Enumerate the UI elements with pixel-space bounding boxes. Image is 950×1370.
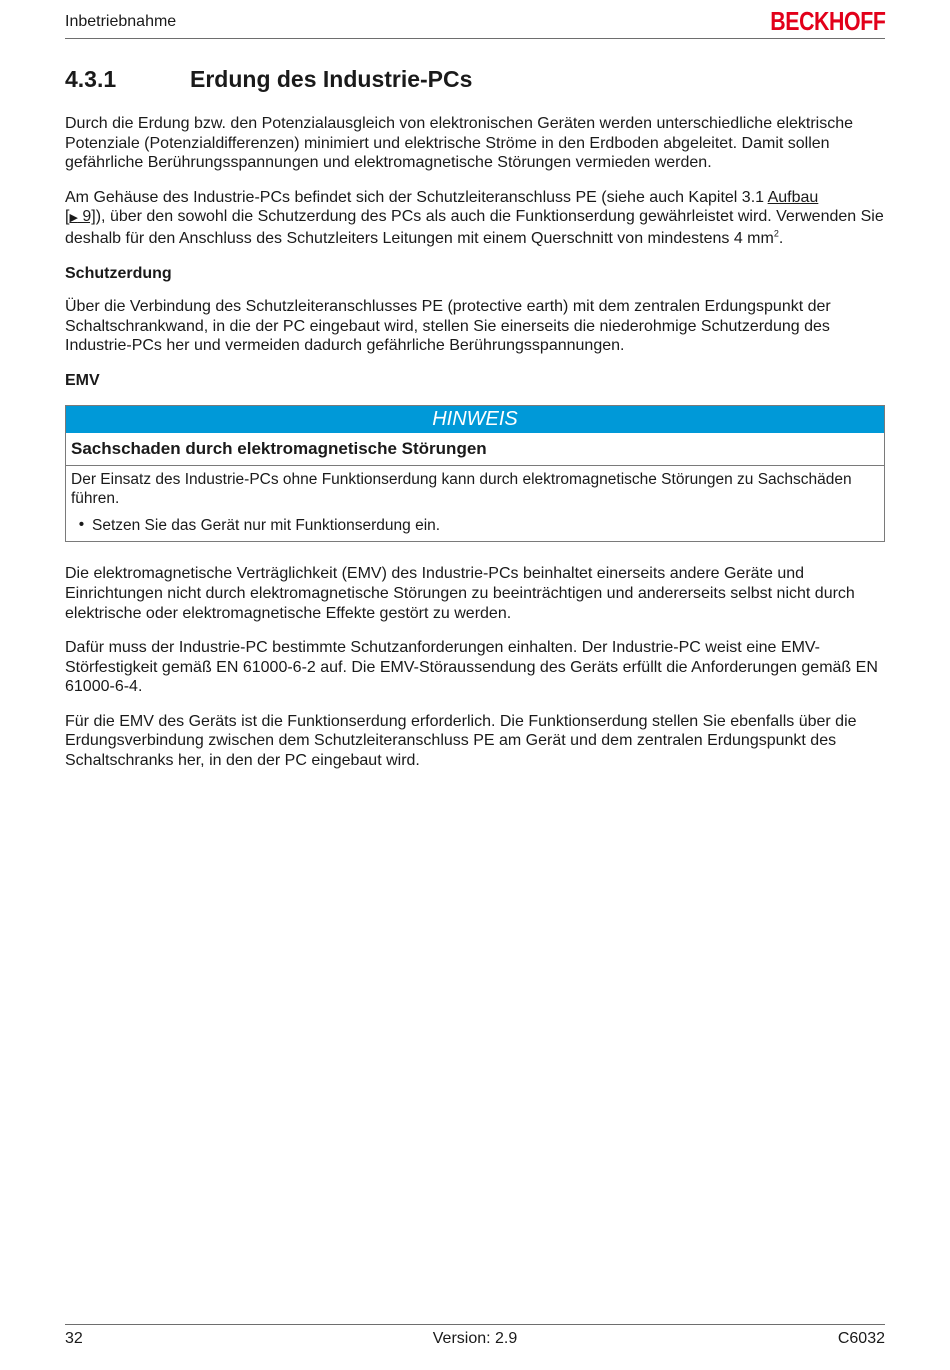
- aufbau-link[interactable]: Aufbau: [767, 188, 819, 206]
- section-heading: [65, 66, 885, 93]
- pe-text-before-link: Am Gehäuse des Industrie-PCs befindet sich der Schutzleiteranschluss PE (siehe auch Kapitel 3.1: [65, 188, 768, 206]
- notice-body: [66, 466, 884, 542]
- page-content: [65, 66, 885, 786]
- notice-bullet-text: Setzen Sie das Gerät nur mit Funktionserdung ein.: [92, 516, 441, 534]
- emv-paragraph-1: Die elektromagnetische Verträglichkeit (EMV) des Industrie-PCs beinhaltet einerseits andere Geräte und Einrichtungen nicht durch elektromagnetische Störungen zu beeinträchtigen und andererseits selbst nicht durch elektrische oder elektromagnetische Effekte gestört zu werden.: [65, 565, 855, 622]
- emv-heading: EMV: [65, 371, 100, 389]
- arrow-right-icon: ▶: [69, 212, 78, 225]
- pe-text-after-link: ), über den sowohl die Schutzerdung des PCs als auch die Funktionserdung gewährleistet wird. Verwenden Sie deshalb für den Anschluss des Schutzleiters Leitungen mit einem Querschnitt von mindestens 4 mm: [65, 208, 884, 247]
- ref-open-bracket: [: [65, 208, 70, 226]
- beckhoff-logo: BECKHOFF: [769, 6, 885, 36]
- section-number: 4.3.1: [65, 66, 117, 92]
- schutzerdung-paragraph: Über die Verbindung des Schutzleiteranschlusses PE (protective earth) mit dem zentralen Erdungspunkt der Schaltschrankwand, in die der PC eingebaut wird, stellen Sie einerseits die niederohmige Schutzerdung des Industrie-PCs her und vermeiden dadurch gefährliche Berührungsspannungen.: [65, 298, 831, 355]
- section-title: Erdung des Industrie-PCs: [190, 66, 473, 92]
- pe-text-end: .: [778, 229, 784, 247]
- page-header: [65, 0, 885, 39]
- page-reference-link[interactable]: [65, 208, 96, 225]
- emv-paragraph-2: Dafür muss der Industrie-PC bestimmte Schutzanforderungen einhalten. Der Industrie-PC weist eine EMV-Störfestigkeit gemäß EN 61000-6-2 auf. Die EMV-Störaussendung des Geräts erfüllt die Anforderungen gemäß EN 61000-6-4.: [65, 639, 878, 696]
- page-number: 32: [65, 1330, 83, 1347]
- notice-text: Der Einsatz des Industrie-PCs ohne Funktionserdung kann durch elektromagnetische Störungen zu Sachschäden führen.: [71, 470, 852, 508]
- notice-title: Sachschaden durch elektromagnetische Störungen: [66, 433, 884, 466]
- intro-paragraph: Durch die Erdung bzw. den Potenzialausgleich von elektronischen Geräten werden unterschiedliche elektrische Potenziale (Potenzialdifferenzen) minimiert und elektrische Ströme in den Erdboden abgeleitet. Damit sollen gefährliche Berührungsspannungen und elektromagnetische Störungen vermieden werden.: [65, 115, 854, 172]
- schutzerdung-heading: Schutzerdung: [65, 264, 172, 282]
- page-footer: [65, 1324, 885, 1370]
- bullet-icon: •: [78, 515, 85, 533]
- emv-paragraph-3: Für die EMV des Geräts ist die Funktionserdung erforderlich. Die Funktionserdung stellen Sie ebenfalls über die Erdungsverbindung zwischen dem Schutzleiteranschluss PE am Gerät und dem zentralen Erdungspunkt des Schaltschranks her, in den der PC eingebaut wird.: [65, 712, 857, 770]
- header-section-title: Inbetriebnahme: [65, 13, 177, 30]
- product-name: C6032: [837, 1330, 885, 1347]
- notice-box: [65, 405, 885, 543]
- pe-paragraph: [65, 188, 885, 249]
- notice-label: HINWEIS: [66, 406, 884, 433]
- notice-bullet-item: [71, 509, 879, 536]
- superscript-two: 2: [773, 228, 779, 239]
- ref-page-number: 9]: [77, 208, 96, 226]
- document-version: Version: 2.9: [432, 1330, 518, 1347]
